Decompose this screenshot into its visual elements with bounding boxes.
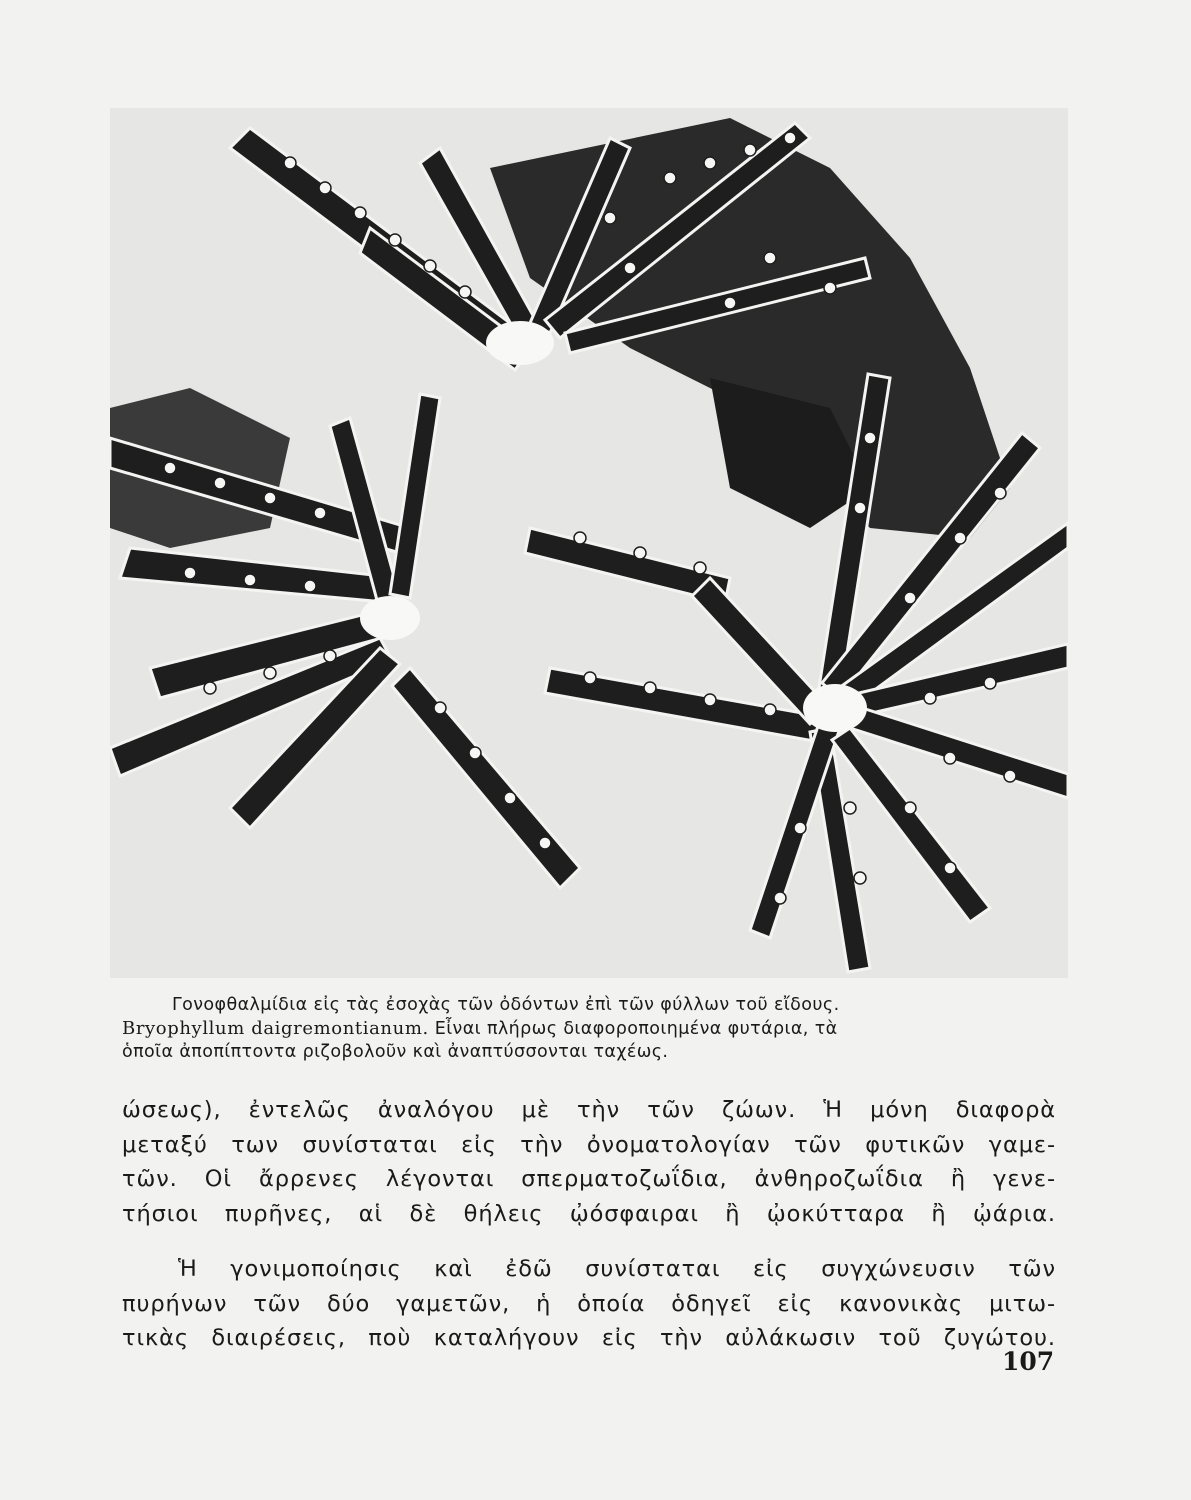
paragraph-line: τήσιοι πυρῆνες, αἱ δὲ θήλεις ᾠόσφαιραι ἢ ᾠοκύτταρα ἢ ᾠάρια. xyxy=(122,1200,1056,1227)
plant-photograph xyxy=(110,108,1068,978)
paragraph-2 xyxy=(122,1252,1056,1356)
paragraph-line: μεταξύ των συνίσταται εἰς τὴν ὀνοματολογίαν τῶν φυτικῶν γαμε- xyxy=(122,1131,1056,1158)
paragraph-line: πυρήνων τῶν δύο γαμετῶν, ἡ ὁποία ὁδηγεῖ εἰς κανονικὰς μιτω- xyxy=(122,1290,1056,1317)
page-number: 107 xyxy=(1002,1347,1055,1376)
caption-line-3: ὁποῖα ἀποπίπτοντα ριζοβολοῦν καὶ ἀναπτύσσονται ταχέως. xyxy=(122,1042,669,1062)
paragraph-line: ώσεως), ἐντελῶς ἀναλόγου μὲ τὴν τῶν ζώων. Ἡ μόνη διαφορὰ xyxy=(122,1097,1056,1123)
paragraph-1 xyxy=(122,1093,1056,1231)
paragraph-line: Ἡ γονιμοποίησις καὶ ἐδῶ συνίσταται εἰς συγχώνευσιν τῶν xyxy=(178,1256,1056,1282)
caption-line-2 xyxy=(122,1017,1042,1041)
species-name: Bryophyllum daigremontianum. xyxy=(122,1018,429,1039)
plant-photograph-drawing xyxy=(110,108,1068,978)
paragraph-line: τικὰς διαιρέσεις, ποὺ καταλήγουν εἰς τὴν αὐλάκωσιν τοῦ ζυγώτου. xyxy=(122,1325,1056,1351)
caption-line-2-rest: Εἶναι πλήρως διαφοροποιημένα φυτάρια, τὰ xyxy=(428,1019,838,1039)
paragraph-line: τῶν. Οἱ ἄρρενες λέγονται σπερματοζωΐδια, ἀνθηροζωΐδια ἢ γενε- xyxy=(122,1166,1056,1192)
caption-line-1: Γονοφθαλμίδια εἰς τὰς ἐσοχὰς τῶν ὀδόντων ἐπὶ τῶν φύλλων τοῦ εἴδους. xyxy=(172,995,840,1015)
figure-caption xyxy=(122,994,1042,1064)
